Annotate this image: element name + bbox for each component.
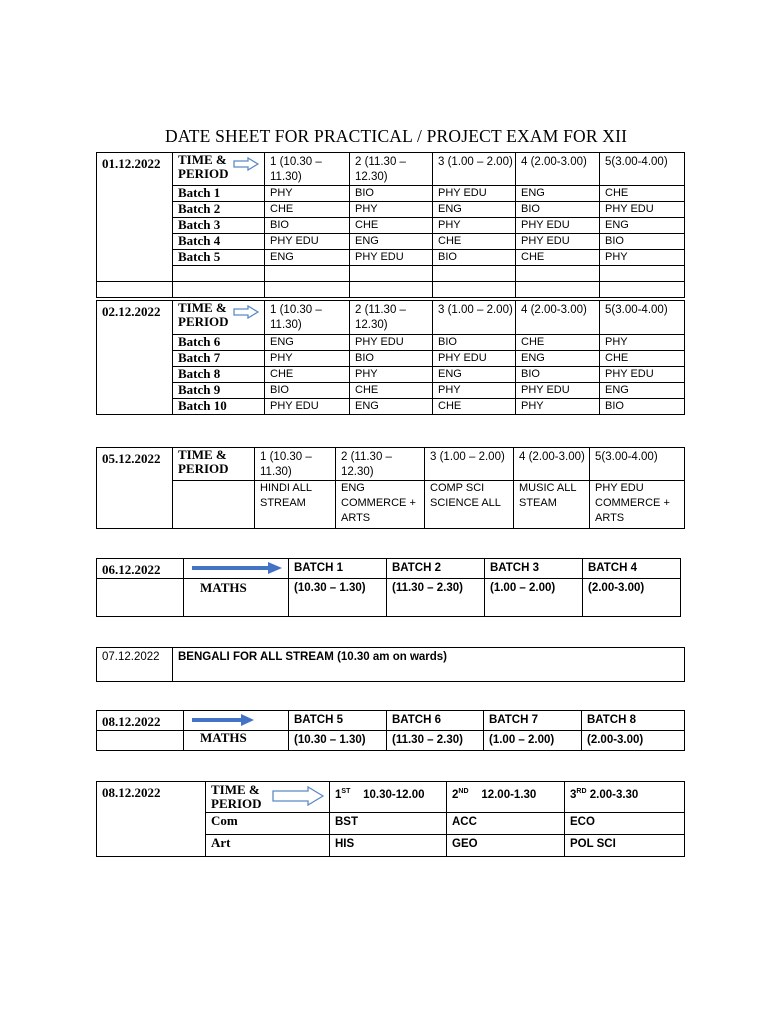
period-header: 5(3.00-4.00) — [590, 448, 685, 481]
empty-cell — [265, 266, 350, 282]
date-cell: 08.12.2022 — [97, 782, 206, 857]
subject-cell: HIS — [330, 835, 447, 857]
subject-cell: HINDI ALL STREAM — [255, 481, 336, 529]
date-cell: 05.12.2022 — [97, 448, 173, 529]
right-arrow-outline-icon — [233, 157, 259, 171]
time-period-label — [173, 153, 265, 186]
subject-cell: ECO — [565, 813, 685, 835]
batch-label: Batch 1 — [173, 186, 265, 202]
subject-cell: BIO — [600, 234, 685, 250]
subject-cell: ENG — [600, 218, 685, 234]
subject-cell: PHY EDU — [516, 218, 600, 234]
period-header: 1 (10.30 – 11.30) — [255, 448, 336, 481]
batch-header: BATCH 7 — [484, 711, 582, 731]
time-label: TIME & — [178, 447, 227, 462]
subject-cell: BIO — [265, 383, 350, 399]
time-cell: (10.30 – 1.30) — [289, 579, 387, 617]
period-label: PERIOD — [211, 796, 262, 811]
subject-cell: ENG — [350, 399, 433, 415]
subject-cell: PHY EDU — [600, 202, 685, 218]
subject-label: MATHS — [184, 731, 289, 751]
time-cell: (2.00-3.00) — [583, 579, 681, 617]
empty-cell — [173, 481, 255, 529]
subject-cell: PHY — [600, 335, 685, 351]
period-header: 2 (11.30 – 12.30) — [350, 153, 433, 186]
batch-header: BATCH 1 — [289, 559, 387, 579]
time-label: TIME & — [211, 782, 260, 797]
subject-cell: BIO — [516, 202, 600, 218]
time-cell: (10.30 – 1.30) — [289, 731, 387, 751]
time-cell: (11.30 – 2.30) — [387, 579, 485, 617]
batch-header: BATCH 2 — [387, 559, 485, 579]
subject-cell: PHY — [516, 399, 600, 415]
batch-header: BATCH 5 — [289, 711, 387, 731]
subject-cell: ENG — [433, 202, 516, 218]
right-arrow-solid-icon — [192, 562, 282, 574]
empty-cell — [173, 266, 265, 282]
subject-cell: CHE — [350, 383, 433, 399]
batch-label: Batch 7 — [173, 351, 265, 367]
empty-cell — [516, 282, 600, 298]
subject-cell: ENG — [600, 383, 685, 399]
period-ordinal: ND — [458, 788, 469, 795]
date-cell: 01.12.2022 — [97, 153, 173, 282]
subject-cell: CHE — [600, 186, 685, 202]
subject-cell: CHE — [600, 351, 685, 367]
stream-label: Art — [206, 835, 330, 857]
subject-cell: CHE — [433, 234, 516, 250]
period-header — [447, 782, 565, 813]
empty-cell — [600, 266, 685, 282]
subject-cell: MUSIC ALL STEAM — [514, 481, 590, 529]
subject-cell: PHY EDU — [350, 250, 433, 266]
maths-table-08-12 — [96, 710, 685, 751]
period-header: 4 (2.00-3.00) — [516, 301, 600, 335]
time-cell: (11.30 – 2.30) — [387, 731, 484, 751]
empty-cell — [350, 282, 433, 298]
subject-cell: GEO — [447, 835, 565, 857]
subject-cell: COMP SCI SCIENCE ALL — [425, 481, 514, 529]
right-arrow-outline-icon — [233, 305, 259, 319]
subject-cell: PHY — [350, 202, 433, 218]
period-number: 2 — [452, 788, 459, 801]
batch-label: Batch 9 — [173, 383, 265, 399]
period-label: PERIOD — [178, 166, 229, 181]
subject-cell: CHE — [516, 335, 600, 351]
subject-cell: BIO — [433, 250, 516, 266]
batch-label: Batch 5 — [173, 250, 265, 266]
subject-cell: PHY EDU COMMERCE + ARTS — [590, 481, 685, 529]
period-time: 12.00-1.30 — [481, 788, 537, 801]
subject-cell: POL SCI — [565, 835, 685, 857]
period-header: 3 (1.00 – 2.00) — [433, 153, 516, 186]
period-header: 5(3.00-4.00) — [600, 301, 685, 335]
period-header: 3 (1.00 – 2.00) — [425, 448, 514, 481]
subject-cell: BIO — [600, 399, 685, 415]
empty-cell — [173, 282, 265, 298]
bengali-note: BENGALI FOR ALL STREAM (10.30 am on wards) — [173, 648, 685, 682]
time-label: TIME & — [178, 300, 227, 315]
period-header: 4 (2.00-3.00) — [514, 448, 590, 481]
subject-cell: PHY — [433, 383, 516, 399]
period-header: 3 (1.00 – 2.00) — [433, 301, 516, 335]
stream-table-08-12 — [96, 781, 685, 857]
time-cell: (1.00 – 2.00) — [484, 731, 582, 751]
subject-cell: PHY EDU — [433, 351, 516, 367]
date-cell: 07.12.2022 — [97, 648, 173, 682]
stream-label: Com — [206, 813, 330, 835]
right-arrow-outline-icon — [272, 786, 324, 806]
subject-cell: BIO — [433, 335, 516, 351]
subject-cell: PHY EDU — [516, 383, 600, 399]
batch-label: Batch 10 — [173, 399, 265, 415]
period-time: 10.30-12.00 — [363, 788, 425, 801]
batch-label: Batch 8 — [173, 367, 265, 383]
maths-table-06-12 — [96, 558, 681, 617]
subject-cell: CHE — [516, 250, 600, 266]
period-time: 2.00-3.30 — [589, 788, 639, 801]
empty-cell — [97, 731, 184, 751]
empty-cell — [600, 282, 685, 298]
period-header: 1 (10.30 – 11.30) — [265, 301, 350, 335]
period-header — [330, 782, 447, 813]
time-period-label — [173, 301, 265, 335]
subject-cell: CHE — [433, 399, 516, 415]
subject-cell: PHY — [265, 186, 350, 202]
time-period-label — [206, 782, 330, 813]
empty-cell — [433, 282, 516, 298]
arrow-cell — [184, 559, 289, 579]
subject-cell: PHY EDU — [350, 335, 433, 351]
subject-cell: ENG COMMERCE + ARTS — [336, 481, 425, 529]
period-number: 1 — [335, 788, 342, 801]
period-number: 3 — [570, 788, 577, 801]
time-label: TIME & — [178, 152, 227, 167]
batch-label: Batch 2 — [173, 202, 265, 218]
subject-cell: PHY — [433, 218, 516, 234]
period-label: PERIOD — [178, 314, 229, 329]
schedule-table-02-12 — [96, 300, 685, 415]
subject-cell: PHY EDU — [516, 234, 600, 250]
subject-cell: PHY EDU — [600, 367, 685, 383]
subject-cell: PHY — [600, 250, 685, 266]
subject-cell: ENG — [265, 250, 350, 266]
batch-header: BATCH 8 — [582, 711, 685, 731]
period-ordinal: RD — [576, 788, 587, 795]
batch-label: Batch 6 — [173, 335, 265, 351]
empty-cell — [97, 579, 184, 617]
date-cell: 08.12.2022 — [97, 711, 184, 731]
batch-header: BATCH 6 — [387, 711, 484, 731]
subject-cell: CHE — [265, 367, 350, 383]
subject-cell: BIO — [516, 367, 600, 383]
subject-cell: ENG — [350, 234, 433, 250]
period-label: PERIOD — [178, 461, 229, 476]
period-header: 4 (2.00-3.00) — [516, 153, 600, 186]
empty-cell — [265, 282, 350, 298]
subject-label: MATHS — [184, 579, 289, 617]
subject-cell: BIO — [350, 186, 433, 202]
subject-cell: ENG — [516, 186, 600, 202]
batch-header: BATCH 3 — [485, 559, 583, 579]
batch-label: Batch 4 — [173, 234, 265, 250]
batch-label: Batch 3 — [173, 218, 265, 234]
period-header: 5(3.00-4.00) — [600, 153, 685, 186]
bengali-table-07-12 — [96, 647, 685, 682]
subject-cell: ENG — [516, 351, 600, 367]
subject-cell: PHY EDU — [265, 399, 350, 415]
right-arrow-solid-icon — [192, 714, 254, 726]
time-cell: (2.00-3.00) — [582, 731, 685, 751]
time-period-label — [173, 448, 255, 481]
period-header: 2 (11.30 – 12.30) — [336, 448, 425, 481]
empty-cell — [350, 266, 433, 282]
subject-cell: PHY EDU — [265, 234, 350, 250]
period-header: 1 (10.30 – 11.30) — [265, 153, 350, 186]
arrow-cell — [184, 711, 289, 731]
period-header — [565, 782, 685, 813]
period-ordinal: ST — [341, 788, 351, 795]
subject-cell: PHY — [265, 351, 350, 367]
subject-cell: BST — [330, 813, 447, 835]
subject-cell: BIO — [265, 218, 350, 234]
subject-cell: CHE — [350, 218, 433, 234]
subject-cell: BIO — [350, 351, 433, 367]
empty-cell — [433, 266, 516, 282]
subject-cell: PHY EDU — [433, 186, 516, 202]
subject-cell: ENG — [433, 367, 516, 383]
empty-cell — [97, 282, 173, 298]
subject-cell: ACC — [447, 813, 565, 835]
subject-cell: CHE — [265, 202, 350, 218]
empty-cell — [516, 266, 600, 282]
schedule-table-05-12 — [96, 447, 685, 529]
date-cell: 06.12.2022 — [97, 559, 184, 579]
schedule-table-01-12 — [96, 152, 685, 298]
time-cell: (1.00 – 2.00) — [485, 579, 583, 617]
subject-cell: ENG — [265, 335, 350, 351]
date-cell: 02.12.2022 — [97, 301, 173, 415]
period-header: 2 (11.30 – 12.30) — [350, 301, 433, 335]
document-title: DATE SHEET FOR PRACTICAL / PROJECT EXAM FOR XII — [165, 126, 628, 146]
batch-header: BATCH 4 — [583, 559, 681, 579]
subject-cell: PHY — [350, 367, 433, 383]
